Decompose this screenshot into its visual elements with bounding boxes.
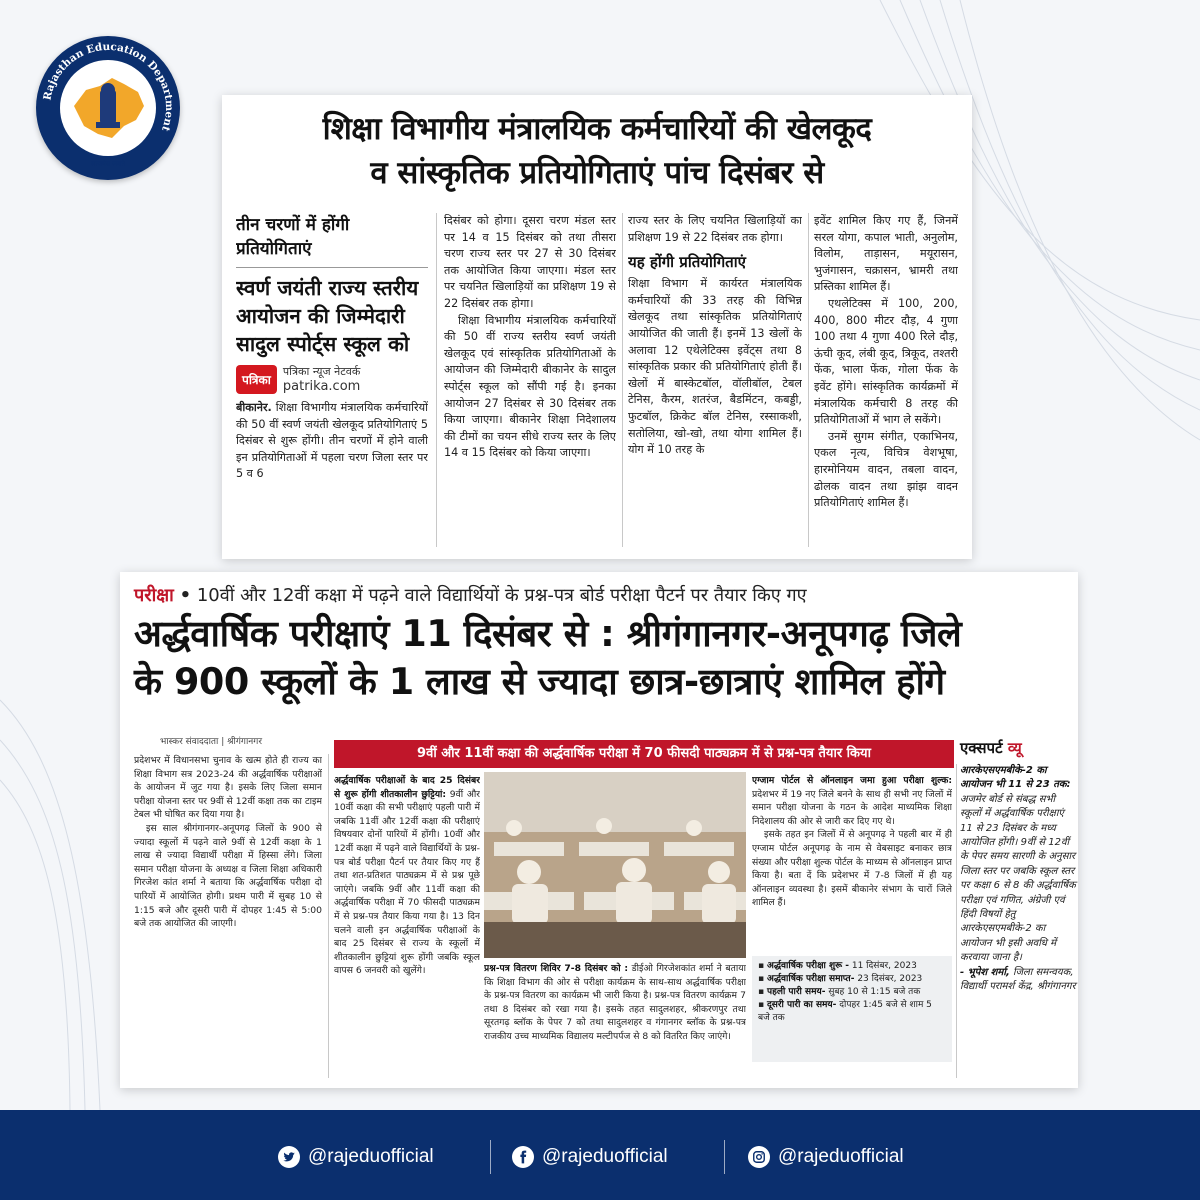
schedule-item: ▪ अर्द्धवार्षिक परीक्षा समाप्त- 23 दिसंबर, 2023 [758, 974, 923, 984]
clip1-col4-paragraph-b: एथलेटिक्स में 100, 200, 400, 800 मीटर दौड़, 4 गुणा 100 तथा 4 गुणा 400 रिले दौड़, ऊंची कूद, लंबी कूद, त्रिकूद, तश्तरी फेंक, भाला फेंक, गोला फेंक के इवेंट होंगे। सांस्कृतिक कार्यक्रमों में मंत्रालयिक कर्मचारी 8 तरह की प्रतियोगिताओं में भाग ले सकेंगे। [814, 296, 958, 427]
schedule-item: ▪ अर्द्धवार्षिक परीक्षा शुरू - 11 दिसंबर, 2023 [758, 961, 917, 971]
clip1-headline-line2: व सांस्कृतिक प्रतियोगिताएं पांच दिसंबर से [370, 155, 824, 191]
exam-hall-photo [484, 772, 746, 958]
expert-lead: आरकेएसएमबीके-2 का आयोजन भी 11 से 23 तक: [960, 765, 1071, 791]
column-rule [622, 213, 623, 547]
column-rule [956, 764, 957, 1078]
schedule-item: ▪ दूसरी पारी का समय- दोपहर 1:45 बजे से शाम 5 बजे तक [758, 1000, 932, 1023]
column-rule [436, 213, 437, 547]
clip2-col4-paragraph-b: इसके तहत इन जिलों में से अनूपगढ़ ने पहली बार में ही एग्जाम पोर्टल अनूपगढ़ के नाम से वेबसाइट बनाकर छात्र संख्या और परीक्षा शुल्क पोर्टल के माध्यम से ऑनलाइन प्राप्त किया है। बता दें कि प्रदेशभर में 7-8 जिलों में ही यह ऑनलाइन व्यवस्था है। इसमें बीकानेर संभाग के चारों जिले शामिल हैं। [752, 829, 952, 909]
clip1-col3-paragraph-b: शिक्षा विभाग में कार्यरत मंत्रालयिक कर्मचारियों की 33 तरह की विभिन्न खेलकूद तथा सांस्कृतिक प्रतियोगिताएं आयोजित की जाती हैं। इनमें 13 खेलों के अलावा 12 एथेलेटिक्स इवेंट्स तथा 8 सांस्कृतिक प्रकार की प्रतियोगिताएं होती हैं। खेलों में बास्केटबॉल, वॉलीबॉल, टेबल टेनिस, कैरम, शतरंज, बैडमिंटन, कबड्डी, फुटबॉल, क्रिकेट बॉल टेनिस, रस्साकशी, सतोलिया, खो-खो, तथा योगा शामिल हैं। योग में 10 तरह के [628, 277, 802, 457]
clip1-col4-paragraph-c: उनमें सुगम संगीत, एकाभिनय, एकल नृत्य, विचित्र वेशभूषा, हारमोनियम वादन, तबला वादन, ढोलक वादन तथा झांझ वादन प्रतियोगिताएं शामिल हैं। [814, 429, 958, 510]
clip2-col1-paragraph-a: प्रदेशभर में विधानसभा चुनाव के खत्म होते ही राज्य का शिक्षा विभाग सत्र 2023-24 की अर्द्धवार्षिक परीक्षाओं के आयोजन में जुट गया है। इसके लिए जिला समान परीक्षा योजना स्तर पर 9वीं से 12वीं कक्षा तक का टाइम टेबल भी घोषित कर दिया गया है। [134, 755, 322, 821]
clip2-col3-text: डीईओ गिरजेशकांत शर्मा ने बताया कि शिक्षा विभाग की ओर से परीक्षा कार्यक्रम के साथ-साथ अर्द्धवार्षिक परीक्षा के प्रश्न-पत्र वितरण का कार्यक्रम भी जारी किया है। प्रश्न-पत्र वितरण कार्यक्रम 7 तथा 8 दिसंबर को रखा गया है। इसके तहत सादुलशहर, श्रीकरणपुर तथा सूरतगढ़ ब्लॉक के पेपर 7 को तथा सादुलशहर व गंगानगर ब्लॉक के प्रश्न-पत्र राजकीय उच्च माध्यमिक विद्यालय मल्टीपर्पज से 8 को वितरित किए जाएंगे। [484, 963, 746, 1042]
divider [236, 267, 428, 268]
expert-title-accent: व्यू [1007, 739, 1022, 757]
clip2-col2-paragraph [334, 774, 480, 978]
patrika-logo: पत्रिका [236, 365, 277, 394]
clip2-byline: भास्कर संवाददाता | श्रीगंगानगर [160, 737, 263, 747]
clip1-col3-subhead: यह होंगी प्रतियोगिताएं [628, 253, 746, 272]
seal-inner-disc [60, 60, 156, 156]
clip2-column-4 [752, 774, 952, 952]
twitter-handle: @rajeduofficial [308, 1146, 434, 1167]
schedule-value: 23 दिसंबर, 2023 [857, 974, 923, 984]
clip2-col1-paragraph-b: इस साल श्रीगंगानगर-अनूपगढ़ जिलों के 900 से ज्यादा स्कूलों में पढ़ने वाले 9वीं से 12वीं कक्षा के 1 लाख से ज्यादा विद्यार्थी परीक्षा में हिस्सा लेंगे। जिला समान परीक्षा योजना के अध्यक्ष व जिला शिक्षा अधिकारी गिरजेश कांत शर्मा ने बताया कि अर्द्धवार्षिक परीक्षा दो पारियों में आयोजित होगी। प्रथम पारी में सुबह 10 से 1:15 बजे और दूसरी पारी में दोपहर 1:45 से 5:00 बजे तक आयोजित की जाएगी। [134, 822, 322, 930]
clip1-byline-text [283, 364, 360, 394]
clip2-column-1 [134, 754, 322, 1078]
schedule-label: अर्द्धवार्षिक परीक्षा शुरू - [766, 961, 849, 971]
clip2-col4-lead: एग्जाम पोर्टल से ऑनलाइन जमा हुआ परीक्षा शुल्क: [752, 775, 952, 786]
clip2-kicker-text: 10वीं और 12वीं कक्षा में पढ़ने वाले विद्यार्थियों के प्रश्न-पत्र बोर्ड परीक्षा पैटर्न पर तैयार किए गए [196, 585, 807, 606]
bullet-dot: • [179, 585, 192, 606]
schedule-value: 11 दिसंबर, 2023 [851, 961, 917, 971]
facebook-icon [512, 1146, 534, 1168]
schedule-label: अर्द्धवार्षिक परीक्षा समाप्त- [766, 974, 855, 984]
schedule-value: सुबह 10 से 1:15 बजे तक [828, 987, 921, 997]
clip1-paragraph-1 [236, 400, 428, 483]
clip2-kicker [134, 582, 1064, 610]
expert-paragraph [960, 764, 1076, 966]
clip1-body [236, 213, 958, 547]
clip1-col3-paragraph-a: राज्य स्तर के लिए चयनित खिलाड़ियों का प्रशिक्षण 19 से 22 दिसंबर तक होगा। [628, 214, 802, 244]
clip2-col3-lead: प्रश्न-पत्र वितरण शिविर 7-8 दिसंबर को : [484, 963, 629, 974]
facebook-link[interactable] [512, 1146, 668, 1168]
clip1-column-2 [444, 213, 616, 547]
clip2-col2-lead: अर्द्धवार्षिक परीक्षाओं के बाद 25 दिसंबर से शुरू होंगी शीतकालीन छुट्टियां: [334, 775, 480, 800]
clip1-col1-text: शिक्षा विभागीय मंत्रालयिक कर्मचारियों की 50 वीं स्वर्ण जयंती खेलकूद प्रतियोगिताएं 5 दिसंबर से शुरू होंगी। तीन चरणों में होने वाली इन प्रतियोगिताओं में पहला चरण जिला स्तर पर 5 व 6 [236, 401, 428, 481]
clip1-col2-paragraph-a: दिसंबर को होगा। दूसरा चरण मंडल स्तर पर 14 व 15 दिसंबर को तथा तीसरा चरण राज्य स्तर पर 27 से 30 दिसंबर तक आयोजित किया जाएगा। मंडल स्तर पर चयनित खिलाड़ियों का प्रशिक्षण 19 से 22 दिसंबर तक होगा। [444, 214, 616, 310]
clip1-column-3 [628, 213, 802, 547]
column-rule [808, 213, 809, 547]
column-rule [328, 754, 329, 1078]
clip2-col4-text-a: प्रदेशभर में 19 नए जिले बनने के साथ ही सभी नए जिलों में समान परीक्षा योजना के गठन के आदेश माध्यमिक शिक्षा निदेशालय की ओर से जारी कर दिए गए थे। [752, 788, 952, 827]
expert-role: जिला समन्वयक, विद्यार्थी परामर्श केंद्र, श्रीगंगानगर [960, 966, 1076, 993]
schedule-item: ▪ पहली पारी समय- सुबह 10 से 1:15 बजे तक [758, 987, 921, 997]
clip1-col4-paragraph-a: इवेंट शामिल किए गए हैं, जिनमें सरल योगा, कपाल भाती, अनुलोम, विलोम, ताड़ासन, मयूरासन, भुजंगासन, चक्रासन, भ्रामरी तथा प्रस्तिका शामिल हैं। [814, 214, 958, 294]
clip2-body [134, 734, 1076, 1078]
byline-site: patrika.com [282, 379, 361, 394]
exam-schedule-box [752, 956, 952, 1062]
expert-title-text: एक्सपर्ट [960, 739, 1003, 757]
expert-view-title [960, 738, 1022, 758]
clip1-column-1 [236, 213, 428, 547]
department-seal [36, 36, 180, 180]
clip1-col2-paragraph-b: शिक्षा विभागीय मंत्रालयिक कर्मचारियों की 50 वीं राज्य स्तरीय स्वर्ण जयंती खेलकूद एवं सांस्कृतिक प्रतियोगिताओं के आयोजन की जिम्मेदारी बीकानेर के सादुल स्पोर्ट्स स्कूल को सौंपी गई है। इनका आयोजन 27 दिसंबर से 30 दिसंबर तक किया जाएगा। बीकानेर शिक्षा निदेशालय की टीमों का चयन सीधे राज्य स्तर के लिए 14 व 15 दिसंबर को किया जाएगा। [444, 313, 616, 460]
instagram-link[interactable] [748, 1146, 904, 1168]
instagram-icon [748, 1146, 770, 1168]
expert-sign: - भूपेश शर्मा, [960, 966, 1010, 978]
clip2-banner: 9वीं और 11वीं कक्षा की अर्द्धवार्षिक परीक्षा में 70 फीसदी पाठ्यक्रम में से प्रश्न-पत्र तैयार किया [334, 740, 954, 768]
clip1-column-4 [814, 213, 958, 547]
rajasthan-map-emblem-icon [60, 60, 156, 156]
schedule-value: दोपहर 1:45 बजे से शाम 5 बजे तक [758, 1000, 932, 1023]
news-clipping-exams [120, 572, 1078, 1088]
schedule-label: पहली पारी समय- [766, 987, 826, 997]
clip1-byline [236, 364, 428, 394]
students-writing-exam-image [484, 772, 746, 958]
expert-view-box [960, 764, 1076, 1078]
footer-separator [724, 1140, 725, 1174]
clip2-headline-line1: अर्द्धवार्षिक परीक्षाएं 11 दिसंबर से : श्रीगंगानगर-अनूपगढ़ जिले [134, 612, 962, 655]
expert-body: अजमेर बोर्ड से संबद्ध सभी स्कूलों में अर्द्धवार्षिक परीक्षाएं 11 से 23 दिसंबर के मध्य आयोजित होंगी। 9वीं से 12वीं के पेपर समय सारणी के अनुसार जिला स्तर पर जबकि स्कूल स्तर पर कक्षा 6 से 8 की अर्द्धवार्षिक परीक्षा एवं गणित, अंग्रेजी एवं हिंदी विषयों हेतु आरकेएसएमबीके-2 का आयोजन भी इसी अवधि में करवाया जाना है। [960, 793, 1076, 964]
twitter-link[interactable] [278, 1146, 434, 1168]
seal-ring-text: Rajasthan Education Department [41, 40, 176, 133]
clip2-col2-text: 9वीं और 10वीं कक्षा की सभी परीक्षाएं पहली पारी में जबकि 11वीं और 12वीं कक्षा की परीक्षाएं विषयवार दोनों पारियों में होंगी। 10वीं और 12वीं कक्षा में पढ़ने वाले विद्यार्थियों के प्रश्न-पत्र बोर्ड परीक्षा पैटर्न पर तैयार किए गए हैं तथा शत-प्रतिशत पाठ्यक्रम में से प्रश्न पूछे जाएंगे। जबकि 9वीं और 11वीं कक्षा की अर्द्धवार्षिक परीक्षा में 70 फीसदी पाठ्यक्रम में से प्रश्न-पत्र तैयार किया गया है। 13 दिन चलने वाली इन अर्द्धवार्षिक परीक्षाओं के बाद 25 दिसंबर से राज्य के स्कूलों में शीतकालीन छुट्टियां शुरू होंगी जबकि स्कूल वापस 6 जनवरी को खुलेंगे। [334, 788, 480, 977]
schedule-label: दूसरी पारी का समय- [766, 1000, 837, 1010]
clip1-headline-line1: शिक्षा विभागीय मंत्रालयिक कर्मचारियों की खेलकूद [322, 111, 872, 147]
facebook-handle: @rajeduofficial [542, 1146, 668, 1167]
clip2-column-3 [484, 962, 746, 1078]
clip2-col3-paragraph [484, 962, 746, 1044]
clip2-headline-line2: के 900 स्कूलों के 1 लाख से ज्यादा छात्र-छात्राएं शामिल होंगे [134, 660, 945, 703]
clip1-subhead-stages: तीन चरणों में होंगी प्रतियोगिताएं [236, 215, 350, 259]
news-clipping-sports [222, 95, 972, 559]
clip2-kicker-tag: परीक्षा [134, 585, 174, 606]
clip2-col4-paragraph-a [752, 774, 952, 828]
dateline: बीकानेर. [236, 401, 272, 414]
twitter-icon [278, 1146, 300, 1168]
seal-motto: सत्यमेव जयते [90, 160, 126, 168]
footer-separator [490, 1140, 491, 1174]
clip1-subhead-responsibility: स्वर्ण जयंती राज्य स्तरीय आयोजन की जिम्मेदारी सादुल स्पोर्ट्स स्कूल को [236, 276, 419, 356]
expert-signature [960, 966, 1076, 995]
byline-name: पत्रिका न्यूज नेटवर्क [282, 365, 361, 378]
clip2-column-2 [334, 774, 480, 1078]
instagram-handle: @rajeduofficial [778, 1146, 904, 1167]
